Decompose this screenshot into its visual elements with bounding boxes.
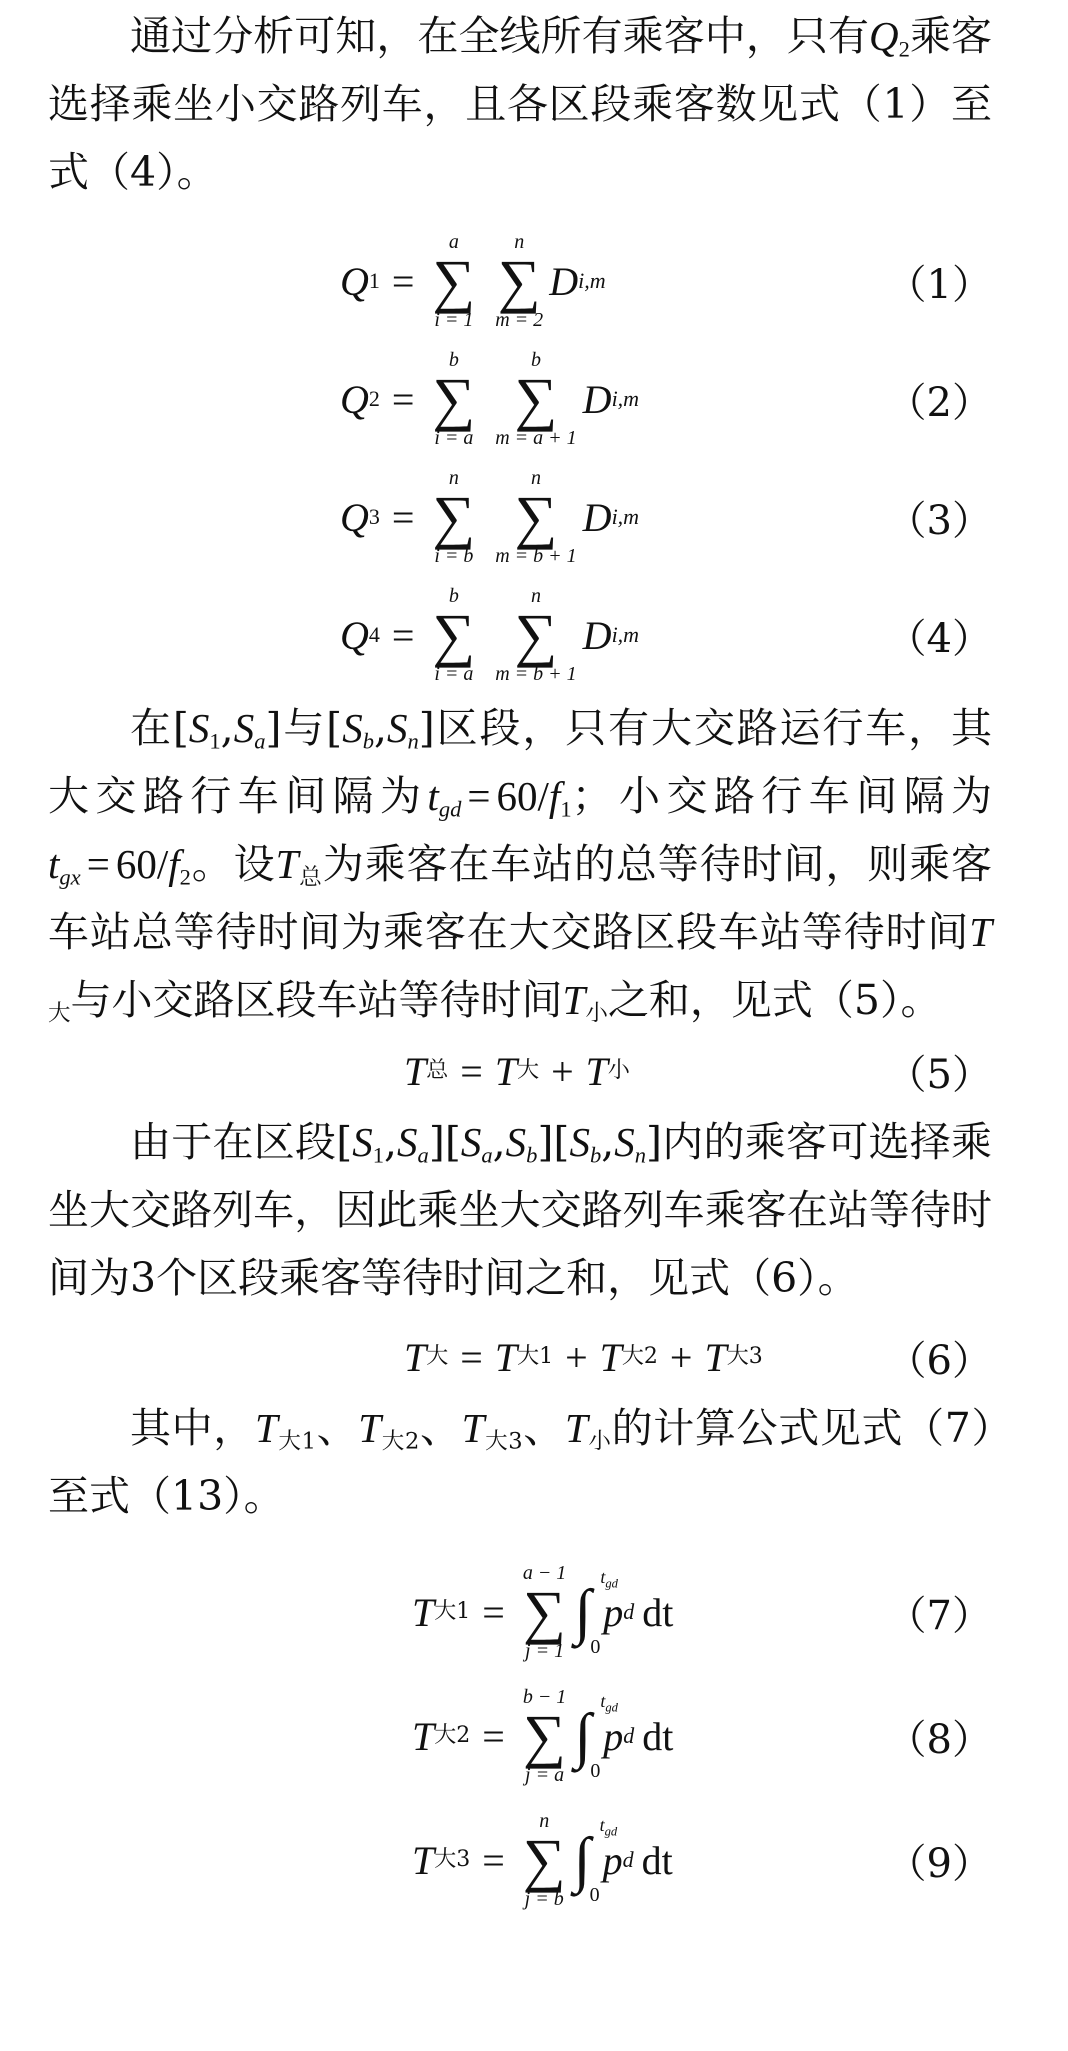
text-run: 的计算公式见式（7）至式（13）。 xyxy=(48,1404,993,1520)
summation xyxy=(495,586,576,684)
math-eq: = xyxy=(391,258,415,304)
math-p: p xyxy=(602,1837,623,1883)
summation xyxy=(495,232,543,330)
math-sub: n xyxy=(634,1142,647,1168)
sum-upper: n xyxy=(448,467,459,489)
sigma-symbol: ∑ xyxy=(432,602,476,668)
sum-lower: i = a xyxy=(434,663,474,685)
math-sub: 1 xyxy=(209,728,221,754)
math-sub: 大2 xyxy=(381,1428,420,1455)
summation xyxy=(495,468,576,566)
sigma-symbol: ∑ xyxy=(514,366,558,432)
sum-upper: n xyxy=(530,585,541,607)
sum-lower: j = a xyxy=(525,1764,565,1786)
sum-upper: b − 1 xyxy=(522,1686,567,1708)
integral-lower: 0 xyxy=(589,1884,600,1906)
math-sub: 小 xyxy=(587,1428,612,1455)
sigma-symbol: ∑ xyxy=(523,1579,566,1645)
sum-upper: b xyxy=(530,349,541,371)
equation-body: T 大 = T 大1 + T 大2 + T 大3 xyxy=(404,1334,763,1380)
math-s: S xyxy=(188,705,210,751)
sum-lower: i = a xyxy=(434,427,474,449)
summation xyxy=(432,350,475,448)
equation-1 xyxy=(48,222,992,340)
equation-7 xyxy=(48,1550,992,1674)
text-run: ；小交路行车间隔为 xyxy=(571,772,993,820)
math-sub: b xyxy=(362,728,374,754)
summation xyxy=(523,1811,566,1909)
math-s: S xyxy=(569,1119,590,1165)
integral-upper-var: t xyxy=(599,1815,605,1835)
text-run: 乘客选择乘坐小交路列车，且各区段乘客数见式（1）至式（4）。 xyxy=(48,12,993,196)
summation xyxy=(523,1687,567,1785)
equation-6 xyxy=(48,1320,992,1394)
text-run: ]与[ xyxy=(265,704,343,752)
math-s: S xyxy=(352,1119,373,1165)
math-sub: 总 xyxy=(298,864,323,891)
math-t: t xyxy=(48,841,60,887)
equation-3 xyxy=(48,458,992,576)
sum-lower: m = b + 1 xyxy=(495,663,577,685)
math-d: D xyxy=(582,494,612,540)
text-run: ][ xyxy=(537,1118,570,1166)
integral-upper-sub: gd xyxy=(605,1700,618,1715)
math-comma: , xyxy=(220,704,234,752)
integral-symbol: ∫ xyxy=(573,1826,591,1894)
paragraph-1 xyxy=(48,2,992,206)
math-sep: 、 xyxy=(315,1404,359,1452)
math-d: D xyxy=(582,376,612,422)
math-sub: 1 xyxy=(372,1142,384,1168)
math-d: D xyxy=(582,612,612,658)
sum-upper: b xyxy=(448,349,459,371)
math-sub: 大 xyxy=(48,1000,71,1027)
integral-upper-sub: gd xyxy=(605,1576,618,1591)
math-sub: 大3 xyxy=(484,1428,523,1455)
equation-body: T 总 = T 大 + T 小 xyxy=(404,1048,630,1094)
math-q: Q xyxy=(340,258,369,304)
math-q: Q xyxy=(340,376,369,422)
math-t-cap: T xyxy=(412,1713,435,1759)
equation-9 xyxy=(48,1798,992,1922)
math-eq: = xyxy=(391,494,415,540)
text-run: 。设 xyxy=(190,840,276,888)
sum-upper: a − 1 xyxy=(522,1562,567,1584)
equation-number: （4） xyxy=(886,615,992,662)
sigma-symbol: ∑ xyxy=(522,1827,566,1893)
math-d: D xyxy=(549,258,579,304)
math-sub: gd xyxy=(438,796,462,822)
math-s: S xyxy=(387,705,408,751)
sigma-symbol: ∑ xyxy=(514,602,558,668)
math-sep: 、 xyxy=(522,1404,565,1452)
math-sub: 1 xyxy=(560,796,572,822)
equation-number: （3） xyxy=(886,497,992,544)
math-eq: = xyxy=(482,1713,505,1759)
integral-upper xyxy=(600,1567,618,1592)
math-plus: + xyxy=(565,1334,588,1380)
math-eq: = xyxy=(482,1589,505,1635)
sigma-symbol: ∑ xyxy=(432,248,476,314)
integral-lower: 0 xyxy=(590,1760,601,1782)
math-s: S xyxy=(397,1119,418,1165)
math-num: 60/ xyxy=(496,773,549,819)
sum-upper: n xyxy=(539,1810,550,1832)
math-t-cap: T xyxy=(404,1048,427,1094)
math-eq: = xyxy=(467,773,491,819)
paragraph-4 xyxy=(48,1394,992,1530)
math-sub: b xyxy=(589,1142,602,1168)
sigma-symbol: ∑ xyxy=(432,366,476,432)
integral xyxy=(573,1815,618,1906)
math-comma: , xyxy=(384,1118,398,1166)
sum-upper: a xyxy=(448,231,459,253)
text-run: 其中， xyxy=(130,1404,255,1452)
math-s: S xyxy=(614,1119,635,1165)
sum-lower: m = b + 1 xyxy=(495,545,577,567)
math-t-cap: T xyxy=(358,1405,382,1451)
math-t-cap: T xyxy=(585,1048,608,1094)
math-t-cap: T xyxy=(969,909,992,955)
sum-lower: i = b xyxy=(434,545,474,567)
sum-lower: m = a + 1 xyxy=(495,427,577,449)
equation-8 xyxy=(48,1674,992,1798)
sigma-symbol: ∑ xyxy=(432,484,476,550)
math-comma: , xyxy=(601,1118,615,1166)
text-run: ]区段，只有大交路运行车，其大交路行车间隔为 xyxy=(48,704,992,820)
math-t-cap: T xyxy=(494,1048,518,1094)
math-eq: = xyxy=(86,841,110,887)
math-sub: a xyxy=(481,1142,493,1168)
math-sub: a xyxy=(417,1142,429,1168)
sigma-symbol: ∑ xyxy=(523,1703,566,1769)
equation-body: Q 4 = b ∑ i = a n ∑ m = b + 1 D i,m xyxy=(340,585,640,685)
sum-lower: j = b xyxy=(524,1888,564,1910)
summation xyxy=(432,586,475,684)
math-sub: 2 xyxy=(179,864,191,890)
math-sub: a xyxy=(254,728,266,754)
math-dt: dt xyxy=(641,1837,673,1883)
text-run: 之和，见式（5）。 xyxy=(607,976,942,1024)
math-sub: b xyxy=(526,1142,538,1168)
equation-number: （7） xyxy=(886,1592,992,1639)
equation-2 xyxy=(48,340,992,458)
math-t-cap: T xyxy=(404,1334,427,1380)
math-t-cap: T xyxy=(254,1405,278,1451)
summation xyxy=(495,350,576,448)
math-sub: 小 xyxy=(585,1000,608,1027)
math-plus: + xyxy=(551,1048,574,1094)
text-run: 为乘客在车站的总等待时间，则乘客车站总等待时间为乘客在大交路区段车站等待时间 xyxy=(48,840,993,956)
math-t-cap: T xyxy=(564,1405,588,1451)
math-f: f xyxy=(548,773,561,819)
integral-upper-sub: gd xyxy=(604,1824,618,1839)
math-t-cap: T xyxy=(412,1837,435,1883)
integral-upper xyxy=(600,1691,618,1716)
text-run: 与小交路区段车站等待时间 xyxy=(70,976,563,1024)
sigma-symbol: ∑ xyxy=(497,248,541,314)
equation-body: T 大2 = b − 1 ∑ j = a ∫ $t_{gd}$ 0 p d dt xyxy=(412,1686,674,1786)
equation-group-sums xyxy=(48,222,992,694)
integral xyxy=(574,1691,618,1782)
paper-page xyxy=(48,0,992,1922)
math-q: Q xyxy=(340,612,369,658)
math-p: p xyxy=(603,1589,624,1635)
equation-5 xyxy=(48,1034,992,1108)
equation-number: （6） xyxy=(886,1337,992,1384)
sum-lower: m = 2 xyxy=(495,309,544,331)
math-dt: dt xyxy=(642,1589,674,1635)
math-sub: gx xyxy=(59,864,81,890)
integral-lower: 0 xyxy=(590,1636,601,1658)
equation-body: Q 3 = n ∑ i = b n ∑ m = b + 1 D i,m xyxy=(340,467,640,567)
integral-upper-var: t xyxy=(600,1567,606,1587)
math-sub: 大1 xyxy=(277,1428,316,1455)
math-q: Q xyxy=(340,494,369,540)
paragraph-3 xyxy=(48,1108,992,1312)
sum-upper: n xyxy=(530,467,541,489)
sum-lower: i = 1 xyxy=(434,309,474,331)
math-q2-sub: 2 xyxy=(898,36,910,62)
math-dt: dt xyxy=(642,1713,674,1759)
math-s: S xyxy=(460,1119,482,1165)
integral xyxy=(574,1567,618,1658)
math-eq: = xyxy=(391,376,415,422)
equation-group-integrals xyxy=(48,1550,992,1922)
equation-body: T 大1 = a − 1 ∑ j = 1 ∫ $t_{gd}$ 0 p d dt xyxy=(412,1562,674,1662)
equation-number: （1） xyxy=(886,261,992,308)
summation xyxy=(432,468,475,566)
summation xyxy=(432,232,475,330)
math-s: S xyxy=(342,705,363,751)
sum-lower: j = 1 xyxy=(525,1640,565,1662)
equation-body: T 大3 = n ∑ j = b ∫ $t_{gd}$ 0 p d dt xyxy=(412,1810,673,1910)
math-eq: = xyxy=(460,1334,483,1380)
math-s: S xyxy=(233,705,255,751)
math-t-cap: T xyxy=(599,1334,622,1380)
math-comma: , xyxy=(492,1118,506,1166)
equation-number: （9） xyxy=(886,1840,992,1887)
math-plus: + xyxy=(669,1334,693,1380)
math-eq: = xyxy=(460,1048,483,1094)
math-num: 60/ xyxy=(115,841,169,887)
integral-symbol: ∫ xyxy=(574,1578,592,1646)
sigma-symbol: ∑ xyxy=(514,484,558,550)
equation-number: （5） xyxy=(886,1051,992,1098)
text-run: ][ xyxy=(428,1118,461,1166)
math-t-cap: T xyxy=(704,1334,727,1380)
equation-body: Q 1 = a ∑ i = 1 n ∑ m = 2 D i,m xyxy=(340,231,606,331)
math-comma: , xyxy=(373,704,388,752)
math-t-cap: T xyxy=(412,1589,435,1635)
math-eq: = xyxy=(391,612,415,658)
math-eq: = xyxy=(482,1837,505,1883)
math-t: t xyxy=(427,773,439,819)
math-sub: n xyxy=(407,728,419,754)
equation-body: Q 2 = b ∑ i = a b ∑ m = a + 1 D i,m xyxy=(340,349,640,449)
math-q2: Q xyxy=(869,13,899,59)
equation-4 xyxy=(48,576,992,694)
integral-upper xyxy=(600,1815,618,1840)
equation-number: （8） xyxy=(886,1716,992,1763)
math-t-cap: T xyxy=(562,977,586,1023)
equation-number: （2） xyxy=(886,379,992,426)
text-run: 通过分析可知，在全线所有乘客中，只有 xyxy=(130,12,869,60)
math-s: S xyxy=(505,1119,527,1165)
math-t-cap: T xyxy=(494,1334,518,1380)
integral-upper-var: t xyxy=(600,1691,606,1711)
text-run: 由于在区段[ xyxy=(130,1118,353,1166)
math-p: p xyxy=(603,1713,624,1759)
paragraph-2 xyxy=(48,694,992,1034)
sum-upper: b xyxy=(448,585,459,607)
sum-upper: n xyxy=(514,231,525,253)
integral-symbol: ∫ xyxy=(574,1702,592,1770)
text-run: ]内的乘客可选择乘坐大交路列车，因此乘坐大交路列车乘客在站等待时间为3个区段乘客等待时间之和，见式（6）。 xyxy=(48,1118,992,1302)
summation xyxy=(523,1563,567,1661)
math-t-cap: T xyxy=(461,1405,485,1451)
math-t-cap: T xyxy=(275,841,299,887)
math-sep: 、 xyxy=(419,1404,462,1452)
math-f: f xyxy=(168,841,180,887)
text-run: 在[ xyxy=(130,704,189,752)
